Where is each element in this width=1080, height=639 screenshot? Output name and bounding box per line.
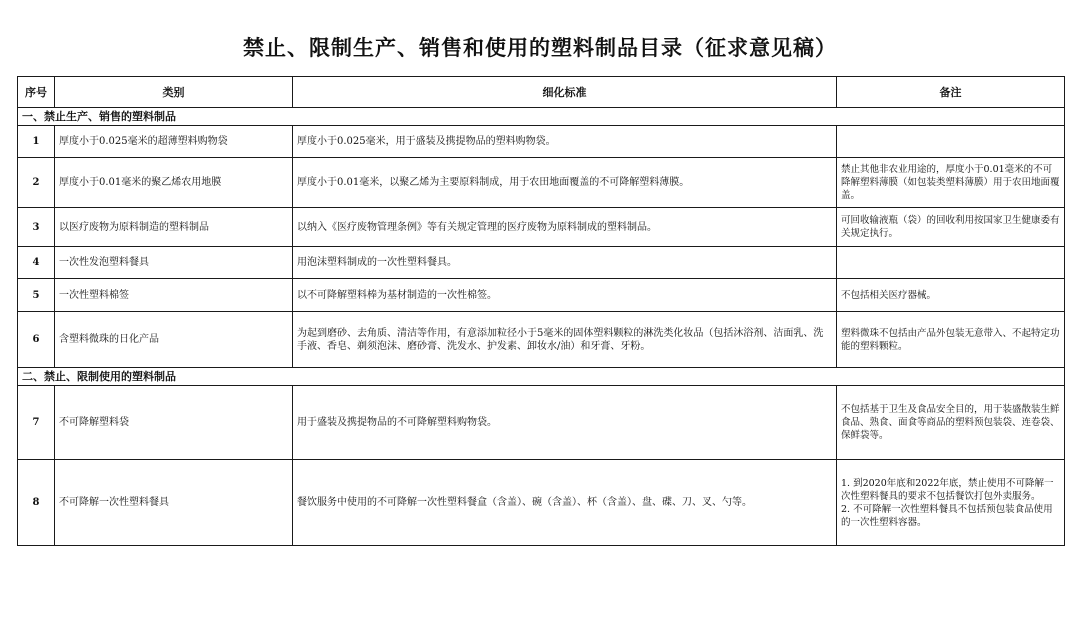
table-row xyxy=(18,312,1065,368)
row-category: 厚度小于0.025毫米的超薄塑料购物袋 xyxy=(55,126,293,158)
row-remark: 不包括基于卫生及食品安全目的，用于装盛散装生鲜食品、熟食、面食等商品的塑料预包装袋、连卷袋、保鲜袋等。 xyxy=(837,386,1065,460)
section-label: 一、禁止生产、销售的塑料制品 xyxy=(18,108,1065,126)
row-standard: 餐饮服务中使用的不可降解一次性塑料餐盒（含盖）、碗（含盖）、杯（含盖）、盘、碟、刀、叉、勺等。 xyxy=(293,460,837,546)
header-remark: 备注 xyxy=(837,77,1065,108)
remark-line: 2. 不可降解一次性塑料餐具不包括预包装食品使用的一次性塑料容器。 xyxy=(841,503,1053,528)
row-category: 含塑料微珠的日化产品 xyxy=(55,312,293,368)
row-remark: 不包括相关医疗器械。 xyxy=(837,279,1065,312)
row-remark xyxy=(837,126,1065,158)
header-standard: 细化标准 xyxy=(293,77,837,108)
row-remark: 塑料微珠不包括由产品外包装无意带入、不起特定功能的塑料颗粒。 xyxy=(837,312,1065,368)
catalog-table xyxy=(17,76,1065,546)
table-row xyxy=(18,386,1065,460)
row-category: 一次性发泡塑料餐具 xyxy=(55,247,293,279)
row-remark: 禁止其他非农业用途的，厚度小于0.01毫米的不可降解塑料薄膜（如包装类塑料薄膜）用于农田地面覆盖。 xyxy=(837,158,1065,208)
remark-line: 1. 到2020年底和2022年底，禁止使用不可降解一次性塑料餐具的要求不包括餐饮打包外卖服务。 xyxy=(841,477,1054,502)
section-label: 二、禁止、限制使用的塑料制品 xyxy=(18,368,1065,386)
header-category: 类别 xyxy=(55,77,293,108)
row-standard: 用泡沫塑料制成的一次性塑料餐具。 xyxy=(293,247,837,279)
row-number: 7 xyxy=(18,386,55,460)
table-row xyxy=(18,247,1065,279)
section-row xyxy=(18,108,1065,126)
row-standard: 以纳入《医疗废物管理条例》等有关规定管理的医疗废物为原料制成的塑料制品。 xyxy=(293,208,837,247)
row-standard: 厚度小于0.025毫米，用于盛装及携提物品的塑料购物袋。 xyxy=(293,126,837,158)
row-category: 厚度小于0.01毫米的聚乙烯农用地膜 xyxy=(55,158,293,208)
document-title: 禁止、限制生产、销售和使用的塑料制品目录（征求意见稿） xyxy=(243,36,837,60)
row-category: 不可降解一次性塑料餐具 xyxy=(55,460,293,546)
row-category: 一次性塑料棉签 xyxy=(55,279,293,312)
row-number: 6 xyxy=(18,312,55,368)
row-number: 5 xyxy=(18,279,55,312)
row-number: 3 xyxy=(18,208,55,247)
row-remark xyxy=(837,460,1065,546)
row-category: 不可降解塑料袋 xyxy=(55,386,293,460)
section-row xyxy=(18,368,1065,386)
table-row xyxy=(18,208,1065,247)
table-row xyxy=(18,279,1065,312)
row-number: 1 xyxy=(18,126,55,158)
row-number: 4 xyxy=(18,247,55,279)
row-category: 以医疗废物为原料制造的塑料制品 xyxy=(55,208,293,247)
row-number: 8 xyxy=(18,460,55,546)
header-no: 序号 xyxy=(18,77,55,108)
row-standard: 厚度小于0.01毫米，以聚乙烯为主要原料制成，用于农田地面覆盖的不可降解塑料薄膜。 xyxy=(293,158,837,208)
table-header-row xyxy=(18,77,1065,108)
table-row xyxy=(18,158,1065,208)
row-standard: 为起到磨砂、去角质、清洁等作用，有意添加粒径小于5毫米的固体塑料颗粒的淋洗类化妆品（包括沐浴剂、洁面乳、洗手液、香皂、剃须泡沫、磨砂膏、洗发水、护发素、卸妆水/油）和牙膏、牙粉。 xyxy=(293,312,837,368)
table-row xyxy=(18,460,1065,546)
row-standard: 用于盛装及携提物品的不可降解塑料购物袋。 xyxy=(293,386,837,460)
row-standard: 以不可降解塑料棒为基材制造的一次性棉签。 xyxy=(293,279,837,312)
table-row xyxy=(18,126,1065,158)
row-remark: 可回收输液瓶（袋）的回收利用按国家卫生健康委有关规定执行。 xyxy=(837,208,1065,247)
row-remark xyxy=(837,247,1065,279)
row-number: 2 xyxy=(18,158,55,208)
